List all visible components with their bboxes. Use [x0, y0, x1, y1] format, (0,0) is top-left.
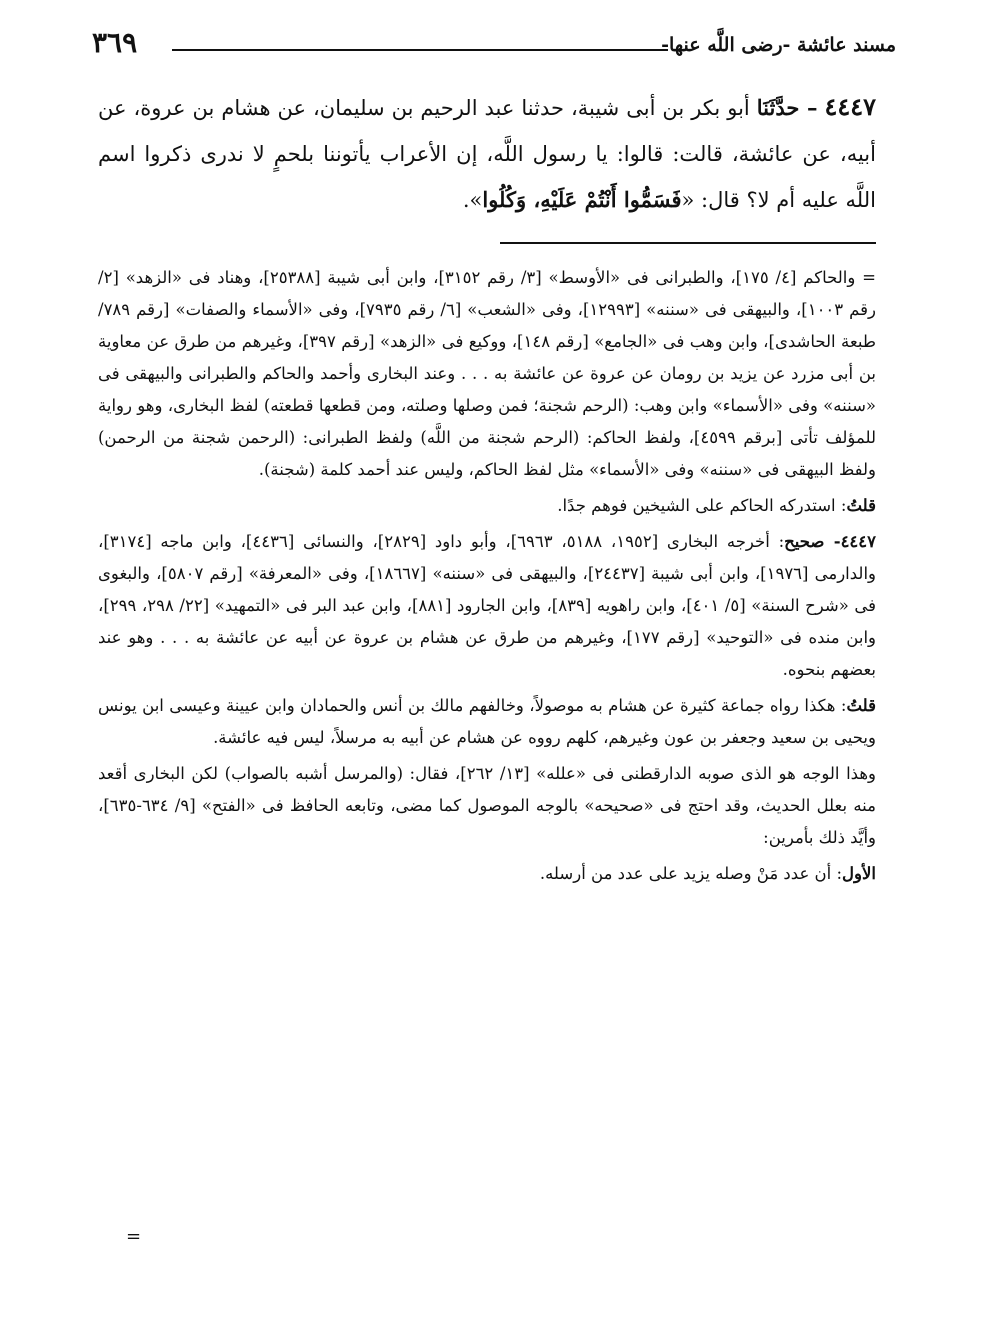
footnote-separator	[500, 242, 876, 244]
footnote-daraqutni: وهذا الوجه هو الذى صوبه الدارقطنى فى «علله» [١٣/ ٢٦٢]، فقال: (والمرسل أشبه بالصواب) لكن البخارى أقعد منه بعلل الحديث، وقد احتج فى «صحيحه» بالوجه الموصول كما مضى، وتابعه الحافظ فى «الفتح» [٩/ ٦٣٤-٦٣٥]، وأيَّد ذلك بأمرين:	[98, 764, 876, 847]
footnote-qultu-2	[98, 690, 876, 754]
running-title: مسند عائشة -رضى اللَّه عنها-	[661, 34, 896, 56]
first-label: الأول	[842, 864, 876, 883]
hadith-closing: ».	[462, 188, 483, 212]
footnote-first-reason	[98, 858, 876, 890]
footnote-qultu	[98, 490, 876, 522]
header-rule	[172, 49, 668, 51]
takhrij-label: ٤٤٤٧- صحيح	[784, 532, 877, 551]
hadith-number: ٤٤٤٧	[824, 92, 876, 121]
hadith-text: ٤٤٤٧ – حدَّثَنَا أبو بكر بن أبى شيبة، حدثنا عبد الرحيم بن سليمان، عن هشام بن عروة، عن أبيه، عن عائشة، قالت: قالوا: يا رسول اللَّه، إن الأعراب يأتوننا بلحمٍ لا ندرى ذكروا اسم اللَّه عليه أم لا؟ قال: «فَسَمُّوا أَنْتُمْ عَلَيْهِ، وَكُلُوا».	[98, 92, 876, 212]
qultu-text: : استدركه الحاكم على الشيخين فوهم جدًا.	[557, 496, 847, 515]
takhrij-text: : أخرجه البخارى [١٩٥٢، ٥١٨٨، ٦٩٦٣]، وأبو داود [٢٨٢٩]، والنسائى [٤٤٣٦]، وابن ماجه [٣١٧٤]، والدارمى [١٩٧٦]، وابن أبى شيبة [٢٤٤٣٧]، والبيهقى فى «سننه» [١٨٦٦٧]، وفى «المعرفة» [رقم ٥٨٠٧]، والبغوى فى «شرح السنة» [٥/ ٤٠١]، وابن راهويه [٨٣٩]، وابن الجارود [٨٨١]، وابن عبد البر فى «التمهيد» [٢٢/ ٢٩٨، ٢٩٩]، وابن منده فى «التوحيد» [رقم ١٧٧]، وغيرهم من طرق عن هشام بن عروة عن أبيه عن عائشة به . . . وهو عند بعضهم بنحوه.	[98, 532, 877, 679]
qultu-label: قلتُ	[846, 496, 876, 515]
footnote-continuation: = والحاكم [٤/ ١٧٥]، والطبرانى فى «الأوسط» [٣/ رقم ٣١٥٢]، وابن أبى شيبة [٢٥٣٨٨]، وهناد فى «الزهد» [٢/ رقم ١٠٠٣]، والبيهقى فى «سننه» [١٢٩٩٣]، وفى «الشعب» [٦/ رقم ٧٩٣٥]، وفى «الأسماء والصفات» [رقم ٧٨٩/ طبعة الحاشدى]، وابن وهب فى «الجامع» [رقم ١٤٨]، ووكيع فى «الزهد» [رقم ٣٩٧]، وغيرهم من طرق عن معاوية بن أبى مزرد عن يزيد بن رومان عن عروة عن عائشة به . . . وعند البخارى وأحمد والحاكم والطبرانى والبيهقى فى «سننه» وفى «الأسماء» وابن وهب: (الرحم شجنة؛ فمن وصلها وصلته، ومن قطعها قطعته) لفظ البخارى، وهو رواية للمؤلف تأتى [برقم ٤٥٩٩]، ولفظ الحاكم: (الرحم شجنة من اللَّه) ولفظ الطبرانى: (الرحمن شجنة من الرحمن) ولفظ البيهقى فى «سننه» وفى «الأسماء» مثل لفظ الحاكم، وليس عند أحمد كلمة (شجنة).	[98, 268, 877, 479]
footnotes	[98, 262, 876, 894]
qultu-text-2: : هكذا رواه جماعة كثيرة عن هشام به موصولاً، وخالفهم مالك بن أنس والحمادان وابن عيينة وعيسى ابن يونس ويحيى بن سعيد وجعفر بن عون وغيرهم، كلهم رووه عن هشام عن أبيه به مرسلاً، ليس فيه عائشة.	[98, 696, 876, 747]
hadith-lead: حدَّثَنَا	[756, 95, 800, 120]
page-number: ٣٦٩	[92, 26, 138, 59]
first-text: : أن عدد مَنْ وصله يزيد على عدد من أرسله.	[539, 864, 843, 883]
page-header	[92, 22, 896, 66]
prophetic-quote: فَسَمُّوا أَنْتُمْ عَلَيْهِ، وَكُلُوا	[482, 187, 682, 212]
continuation-mark: =	[126, 1226, 142, 1247]
footnote-takhrij	[98, 526, 876, 686]
hadith-body: أبو بكر بن أبى شيبة، حدثنا عبد الرحيم بن سليمان، عن هشام بن عروة، عن أبيه، عن عائشة، قالت: قالوا: يا رسول اللَّه، إن الأعراب يأتوننا بلحمٍ لا ندرى ذكروا اسم اللَّه عليه أم لا؟ قال: «	[98, 96, 876, 212]
qultu-label-2: قلتُ	[846, 696, 876, 715]
